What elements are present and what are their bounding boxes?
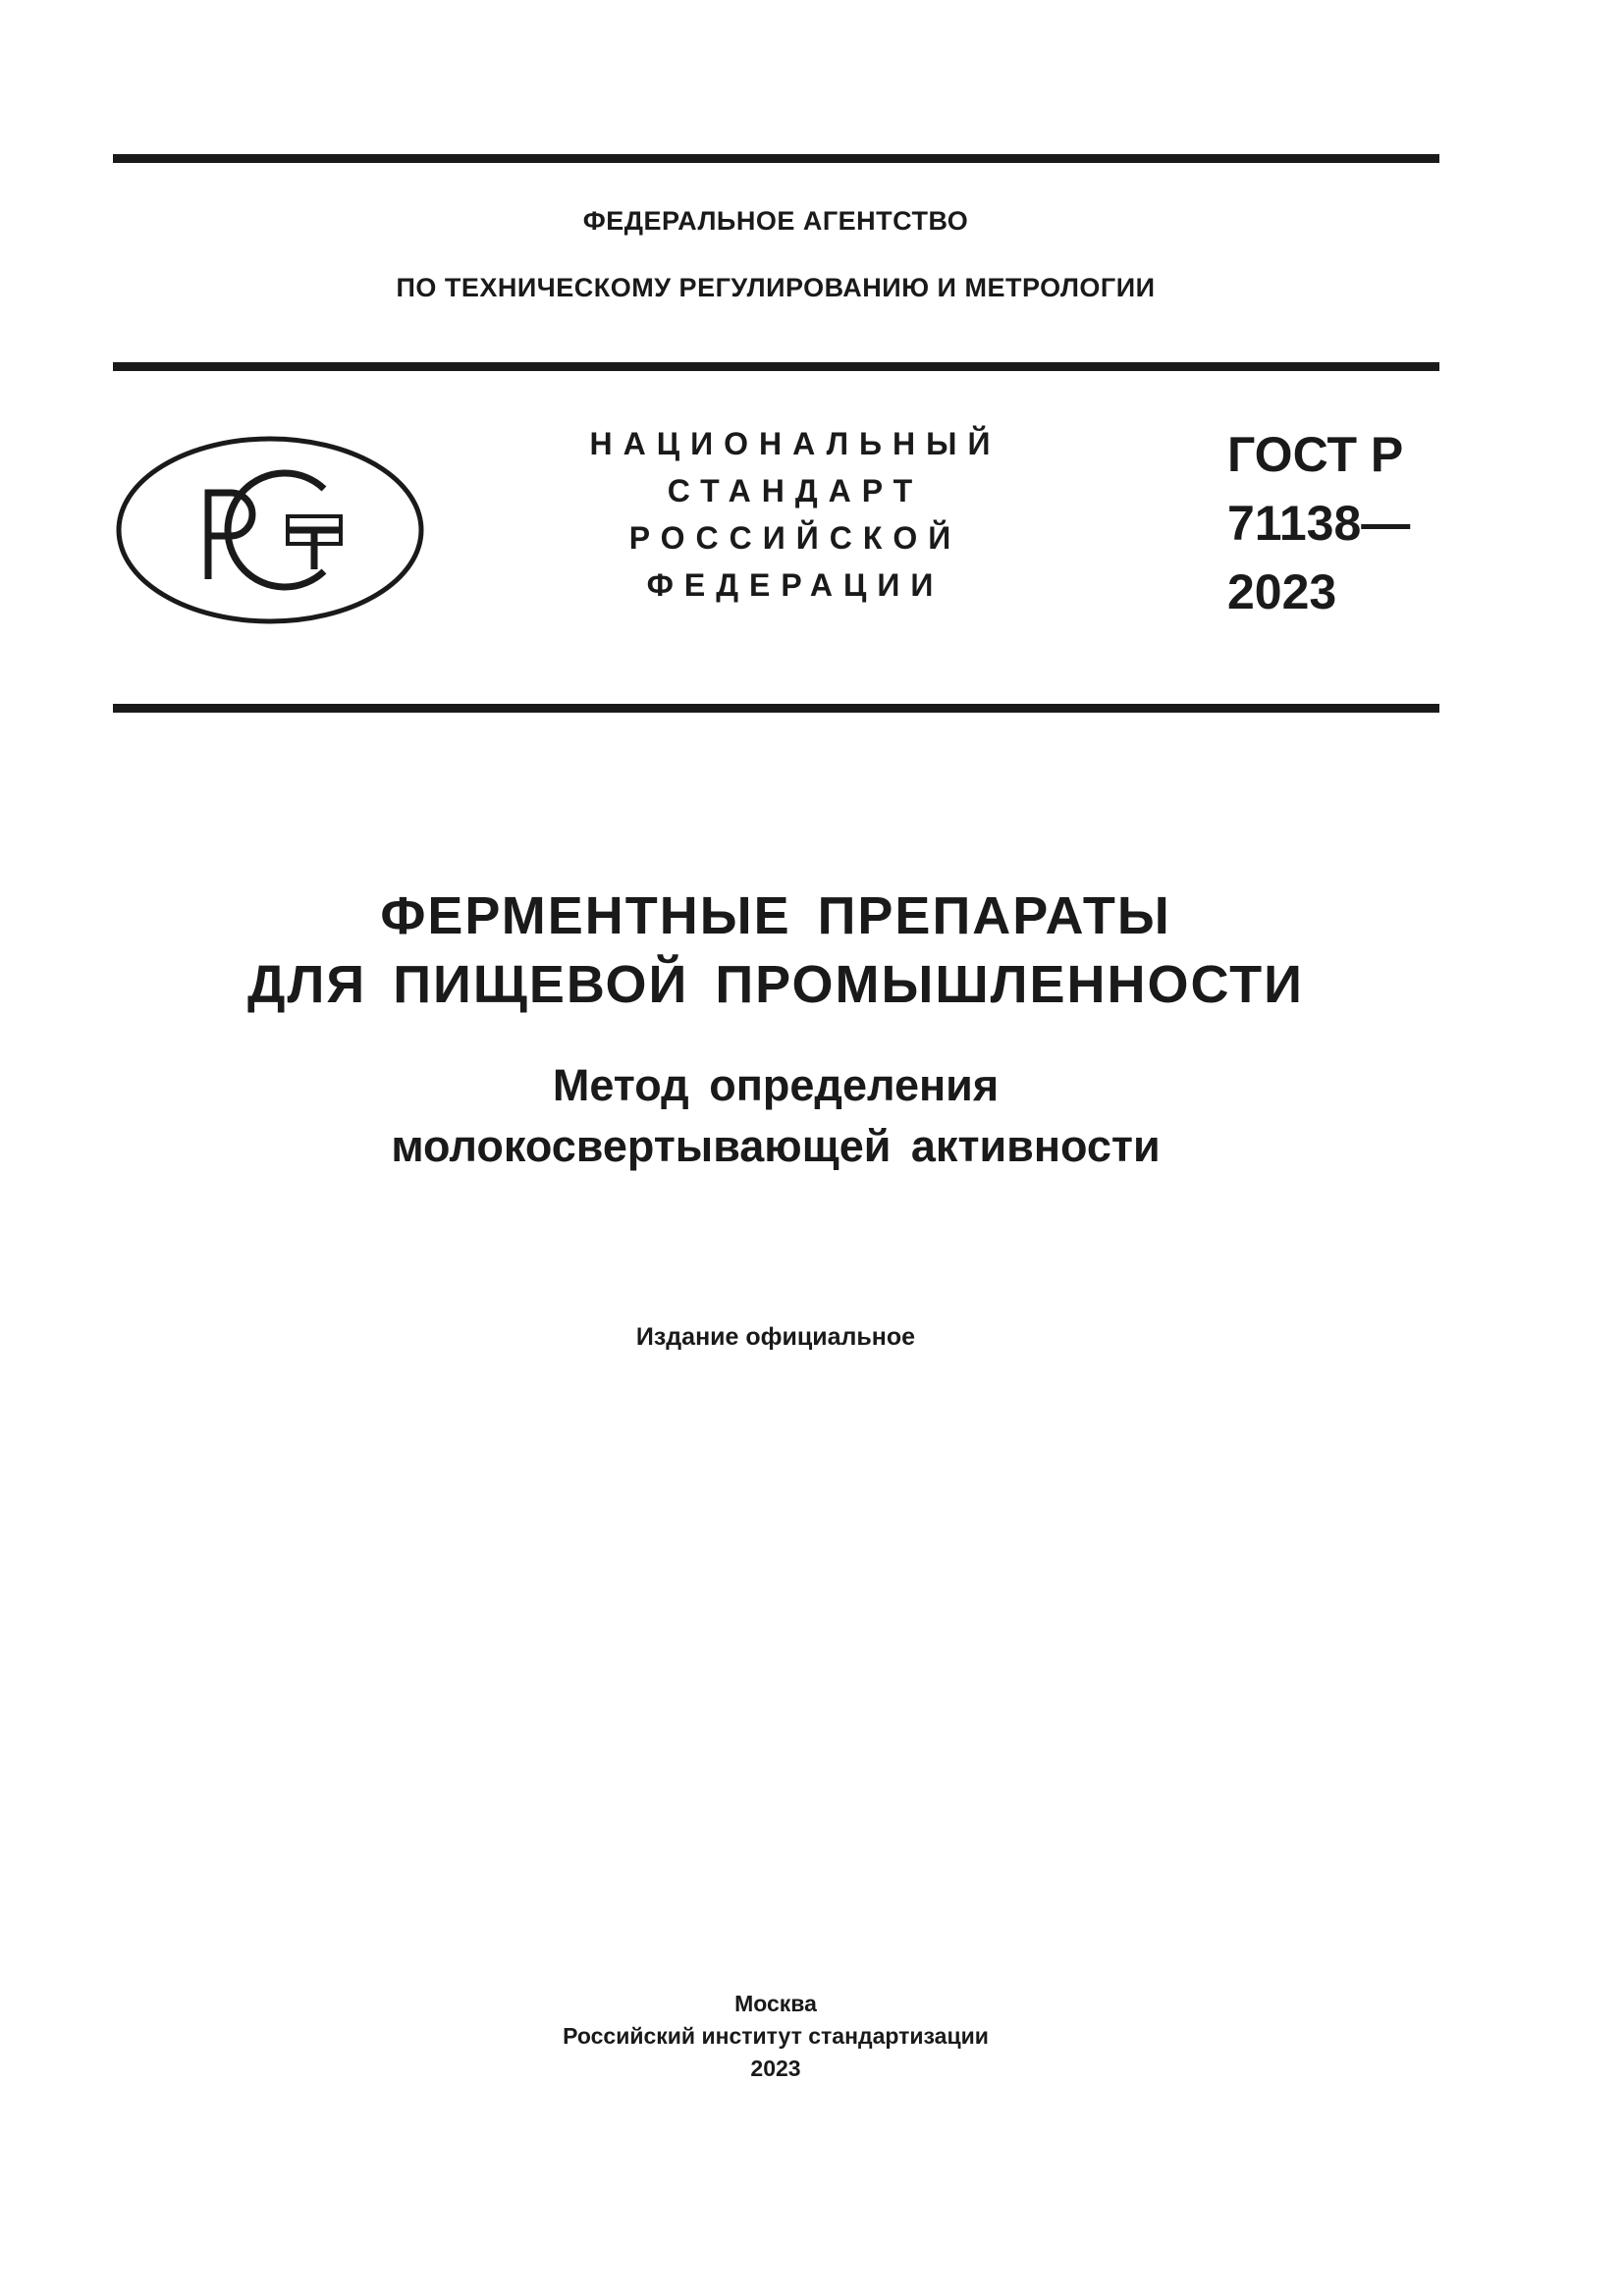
national-line: СТАНДАРТ [667, 473, 924, 508]
publisher-imprint [0, 1988, 1551, 2085]
standard-designation [1227, 420, 1410, 626]
designation-line: ГОСТ Р [1227, 427, 1404, 482]
rst-emblem-icon [113, 432, 427, 628]
designation-line: 2023 [1227, 564, 1337, 619]
standard-block-rule [113, 704, 1439, 713]
national-line: ФЕДЕРАЦИИ [646, 567, 945, 603]
document-title [0, 881, 1551, 1019]
document-subtitle [0, 1055, 1551, 1177]
top-rule [113, 154, 1439, 163]
title-line: ДЛЯ ПИЩЕВОЙ ПРОМЫШЛЕННОСТИ [247, 955, 1304, 1014]
subtitle-line: молокосвертывающей активности [391, 1121, 1161, 1171]
agency-name-line-2: ПО ТЕХНИЧЕСКОМУ РЕГУЛИРОВАНИЮ И МЕТРОЛОГИИ [396, 273, 1156, 302]
imprint-publisher: Российский институт стандартизации [563, 2023, 989, 2049]
agency-name-line-1: ФЕДЕРАЛЬНОЕ АГЕНТСТВО [582, 206, 969, 236]
national-line: РОССИЙСКОЙ [628, 520, 962, 556]
edition-note: Издание официальное [635, 1323, 916, 1351]
imprint-city: Москва [734, 1991, 817, 2016]
national-line: НАЦИОНАЛЬНЫЙ [589, 426, 1001, 461]
imprint-year: 2023 [750, 2056, 801, 2081]
header-rule [113, 362, 1439, 371]
national-standard-label [550, 420, 1041, 609]
title-line: ФЕРМЕНТНЫЕ ПРЕПАРАТЫ [380, 886, 1171, 945]
designation-line: 71138— [1227, 496, 1411, 551]
subtitle-line: Метод определения [552, 1060, 1000, 1110]
